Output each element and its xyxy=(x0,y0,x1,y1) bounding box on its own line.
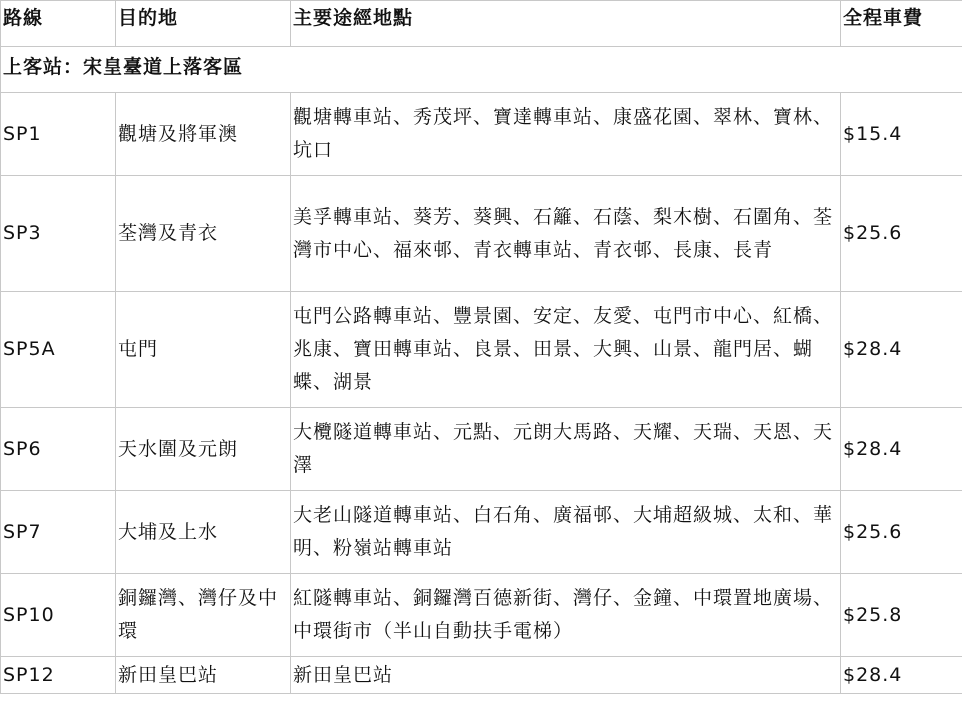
table-row xyxy=(1,93,962,176)
table-row xyxy=(1,176,962,292)
stops-cell: 觀塘轉車站、秀茂坪、寶達轉車站、康盛花園、翠林、寶林、坑口 xyxy=(291,93,841,176)
destination-cell: 天水圍及元朗 xyxy=(116,408,291,491)
fare-cell: $25.6 xyxy=(841,491,962,574)
destination-cell: 銅鑼灣、灣仔及中環 xyxy=(116,574,291,657)
route-cell: SP10 xyxy=(1,574,116,657)
route-cell: SP1 xyxy=(1,93,116,176)
stops-cell: 新田皇巴站 xyxy=(291,657,841,694)
route-cell: SP7 xyxy=(1,491,116,574)
destination-cell: 大埔及上水 xyxy=(116,491,291,574)
route-cell: SP3 xyxy=(1,176,116,292)
table-row xyxy=(1,491,962,574)
destination-cell: 屯門 xyxy=(116,292,291,408)
header-stops: 主要途經地點 xyxy=(291,1,841,47)
fare-cell: $25.6 xyxy=(841,176,962,292)
route-cell: SP6 xyxy=(1,408,116,491)
fare-cell: $28.4 xyxy=(841,657,962,694)
stops-cell: 大欖隧道轉車站、元點、元朗大馬路、天耀、天瑞、天恩、天澤 xyxy=(291,408,841,491)
table-row xyxy=(1,292,962,408)
destination-cell: 新田皇巴站 xyxy=(116,657,291,694)
table-row xyxy=(1,574,962,657)
header-route: 路線 xyxy=(1,1,116,47)
destination-cell: 觀塘及將軍澳 xyxy=(116,93,291,176)
stops-cell: 大老山隧道轉車站、白石角、廣福邨、大埔超級城、太和、華明、粉嶺站轉車站 xyxy=(291,491,841,574)
fare-cell: $28.4 xyxy=(841,292,962,408)
section-title: 上客站：宋皇臺道上落客區 xyxy=(1,47,962,93)
stops-cell: 紅隧轉車站、銅鑼灣百德新街、灣仔、金鐘、中環置地廣場、中環街市（半山自動扶手電梯） xyxy=(291,574,841,657)
destination-cell: 荃灣及青衣 xyxy=(116,176,291,292)
header-destination: 目的地 xyxy=(116,1,291,47)
table-row xyxy=(1,408,962,491)
table-row xyxy=(1,657,962,694)
route-cell: SP12 xyxy=(1,657,116,694)
route-cell: SP5A xyxy=(1,292,116,408)
stops-cell: 美孚轉車站、葵芳、葵興、石籬、石蔭、梨木樹、石圍角、荃灣市中心、福來邨、青衣轉車站、青衣邨、長康、長青 xyxy=(291,176,841,292)
section-row xyxy=(1,47,962,93)
stops-cell: 屯門公路轉車站、豐景園、安定、友愛、屯門市中心、紅橋、兆康、寶田轉車站、良景、田景、大興、山景、龍門居、蝴蝶、湖景 xyxy=(291,292,841,408)
fare-cell: $25.8 xyxy=(841,574,962,657)
header-row xyxy=(1,1,962,47)
fare-cell: $15.4 xyxy=(841,93,962,176)
header-fare: 全程車費 xyxy=(841,1,962,47)
fare-cell: $28.4 xyxy=(841,408,962,491)
